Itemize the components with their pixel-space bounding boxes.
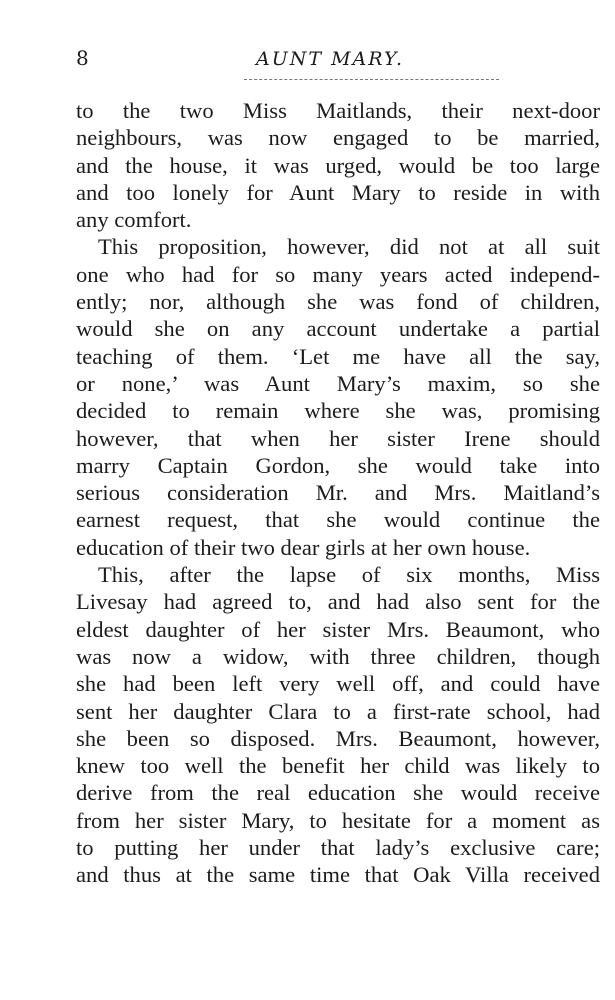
text-line: serious consideration Mr. and Mrs. Maitland’s — [76, 480, 600, 506]
running-title: AUNT MARY. — [256, 48, 405, 70]
text-line: to the two Miss Maitlands, their next-door — [76, 98, 600, 123]
text-line: teaching of them. ‘Let me have all the say, — [76, 343, 600, 369]
text-line: was now a widow, with three children, though — [76, 643, 600, 669]
text-line: knew too well the benefit her child was likely to — [76, 753, 600, 779]
text-line: and thus at the same time that Oak Villa received — [76, 862, 600, 888]
text-line: neighbours, was now engaged to be married, — [76, 125, 600, 151]
text-line: earnest request, that she would continue the — [76, 507, 600, 533]
text-line: sent her daughter Clara to a first-rate school, had — [76, 698, 600, 724]
text-line: from her sister Mary, to hesitate for a moment as — [76, 807, 600, 833]
text-line: This, after the lapse of six months, Miss — [98, 562, 600, 588]
text-line: and the house, it was urged, would be too large — [76, 152, 600, 178]
text-line: eldest daughter of her sister Mrs. Beaumont, who — [76, 616, 600, 642]
text-line: This proposition, however, did not at all suit — [98, 234, 600, 260]
body-text — [76, 97, 600, 889]
text-line: Livesay had agreed to, and had also sent for the — [76, 589, 600, 615]
text-line: would she on any account undertake a partial — [76, 316, 600, 342]
text-line: marry Captain Gordon, she would take into — [76, 452, 600, 478]
text-line: derive from the real education she would receive — [76, 780, 600, 806]
text-line: and too lonely for Aunt Mary to reside in with — [76, 179, 600, 205]
text-line: ently; nor, although she was fond of children, — [76, 289, 600, 315]
text-line: one who had for so many years acted independ- — [76, 261, 600, 287]
text-line: education of their two dear girls at her own house. — [76, 534, 531, 560]
header-rule — [244, 79, 499, 80]
text-line: she had been left very well off, and could have — [76, 671, 600, 697]
text-line: any comfort. — [76, 207, 192, 233]
text-line: decided to remain where she was, promising — [76, 398, 600, 424]
page-header — [76, 44, 600, 84]
page-number: 8 — [76, 46, 89, 70]
text-line: however, that when her sister Irene should — [76, 425, 600, 451]
text-line: to putting her under that lady’s exclusive care; — [76, 835, 600, 861]
text-line: or none,’ was Aunt Mary’s maxim, so she — [76, 370, 600, 396]
text-line: she been so disposed. Mrs. Beaumont, however, — [76, 725, 600, 751]
